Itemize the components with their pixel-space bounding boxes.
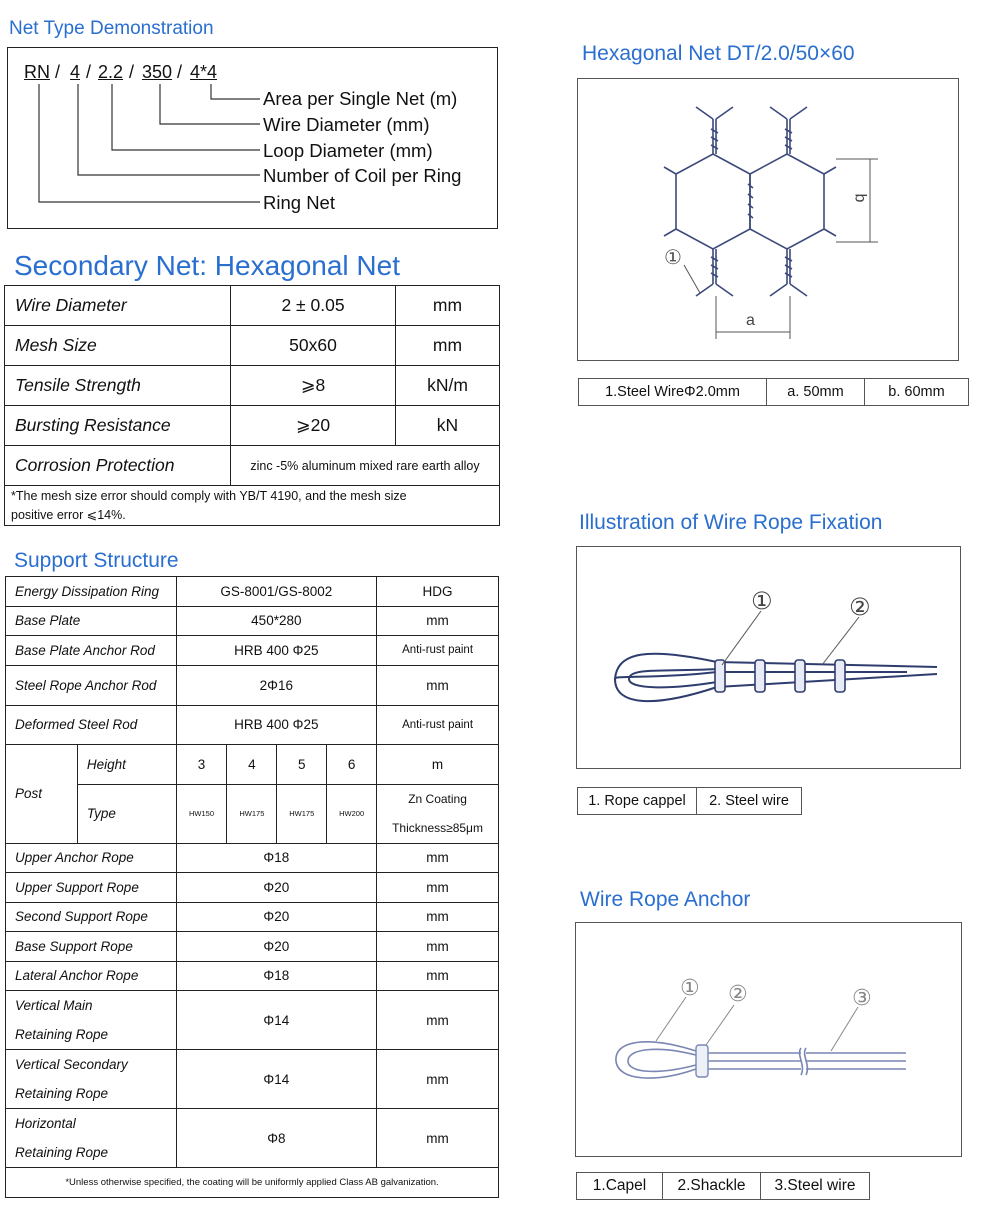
post-type: HW150: [176, 784, 227, 843]
support-label: [6, 1109, 177, 1168]
legend-loop: Loop Diameter (mm): [263, 140, 433, 161]
caption-cell: b. 60mm: [865, 379, 969, 406]
hex-diagram-frame: [577, 78, 959, 361]
support-label-line: Retaining Rope: [15, 1027, 109, 1042]
table-row: [5, 486, 500, 526]
support-unit: HDG: [377, 577, 499, 607]
mesh-note-line: *The mesh size error should comply with YB/T 4190, and the mesh size: [11, 488, 407, 503]
support-value: Φ14: [176, 1050, 377, 1109]
spec-unit: mm: [396, 326, 500, 366]
support-unit: mm: [377, 1109, 499, 1168]
code-wire: 350: [142, 62, 173, 82]
spec-unit: mm: [396, 286, 500, 326]
table-row: [6, 606, 499, 636]
fixation-frame: [576, 546, 961, 769]
anchor-marker-3: ③: [852, 985, 872, 1010]
support-label-line: Retaining Rope: [15, 1145, 109, 1160]
support-label: Energy Dissipation Ring: [6, 577, 177, 607]
post-type-unit: [377, 784, 499, 843]
support-value: Φ20: [176, 902, 377, 932]
table-row: [6, 1050, 499, 1109]
support-unit: mm: [377, 606, 499, 636]
table-row: [6, 784, 499, 843]
post-type-unit-line: Thickness≥85μm: [392, 820, 483, 835]
secondary-net-title: Secondary Net: Hexagonal Net: [14, 250, 400, 281]
table-row: [5, 406, 500, 446]
spec-value: zinc -5% aluminum mixed rare earth alloy: [231, 446, 500, 486]
caption-cell: 3.Steel wire: [761, 1173, 870, 1200]
support-value: Φ20: [176, 873, 377, 903]
table-row: [577, 1173, 870, 1200]
anchor-marker-1: ①: [680, 975, 700, 1000]
table-row: [6, 1109, 499, 1168]
table-row: [5, 446, 500, 486]
support-unit: mm: [377, 873, 499, 903]
spec-unit: kN: [396, 406, 500, 446]
support-value: Φ8: [176, 1109, 377, 1168]
net-type-leader-lines: [8, 48, 499, 230]
support-label-line: Vertical Main: [15, 998, 93, 1013]
support-value: 2Φ16: [176, 665, 377, 705]
spec-label: Bursting Resistance: [5, 406, 231, 446]
code-rn: RN: [24, 62, 50, 82]
table-row: [6, 932, 499, 962]
table-row: [6, 705, 499, 744]
support-value: HRB 400 Φ25: [176, 705, 377, 744]
table-row: [6, 873, 499, 903]
support-value: GS-8001/GS-8002: [176, 577, 377, 607]
fixation-caption-table: [577, 787, 802, 815]
table-row: [5, 286, 500, 326]
support-unit: Anti-rust paint: [377, 636, 499, 666]
spec-label: Wire Diameter: [5, 286, 231, 326]
fixation-title: Illustration of Wire Rope Fixation: [579, 511, 883, 534]
post-type: HW175: [227, 784, 277, 843]
support-value: Φ14: [176, 991, 377, 1050]
post-height: 5: [277, 744, 327, 784]
post-type-label: Type: [77, 784, 176, 843]
support-value: Φ20: [176, 932, 377, 962]
post-type-unit-line: Zn Coating: [408, 791, 467, 806]
table-row: [5, 326, 500, 366]
spec-value: 50x60: [231, 326, 396, 366]
code-slash: /: [129, 62, 135, 82]
post-type: HW175: [277, 784, 327, 843]
table-row: [6, 577, 499, 607]
table-row: [6, 744, 499, 784]
support-label: Lateral Anchor Rope: [6, 961, 177, 991]
hex-marker-1: ①: [664, 247, 682, 269]
support-label: [6, 1050, 177, 1109]
code-loop: 2.2: [98, 62, 124, 82]
support-value: Φ18: [176, 961, 377, 991]
support-unit: Anti-rust paint: [377, 705, 499, 744]
code-coil: 4: [70, 62, 81, 82]
support-footnote: *Unless otherwise specified, the coating will be uniformly applied Class AB galvanization.: [6, 1168, 499, 1198]
mesh-note: [5, 486, 500, 526]
anchor-caption-table: [576, 1172, 870, 1200]
support-label: Second Support Rope: [6, 902, 177, 932]
spec-value: ⩾8: [231, 366, 396, 406]
hex-dim-a: a: [746, 312, 755, 329]
spec-label: Corrosion Protection: [5, 446, 231, 486]
rope-anchor-drawing: [576, 923, 961, 1156]
support-label: Base Support Rope: [6, 932, 177, 962]
net-type-box: [7, 47, 498, 229]
legend-wire: Wire Diameter (mm): [263, 114, 430, 135]
table-row: [578, 788, 802, 815]
support-unit: mm: [377, 902, 499, 932]
table-row: [6, 961, 499, 991]
legend-coil: Number of Coil per Ring: [263, 165, 462, 186]
spec-label: Tensile Strength: [5, 366, 231, 406]
table-row: [6, 1168, 499, 1198]
support-table: [5, 576, 499, 1198]
anchor-frame: [575, 922, 962, 1157]
support-label-line: Retaining Rope: [15, 1086, 109, 1101]
post-height-label: Height: [77, 744, 176, 784]
post-height-unit: m: [377, 744, 499, 784]
code-slash: /: [55, 62, 61, 82]
support-label: Base Plate: [6, 606, 177, 636]
support-unit: mm: [377, 932, 499, 962]
caption-cell: 2.Shackle: [663, 1173, 761, 1200]
hex-dim-b: b: [851, 193, 869, 203]
support-value: 450*280: [176, 606, 377, 636]
fixation-marker-1: ①: [751, 588, 773, 615]
support-label: Steel Rope Anchor Rod: [6, 665, 177, 705]
mesh-note-line: positive error ⩽14%.: [11, 507, 126, 522]
caption-cell: a. 50mm: [767, 379, 865, 406]
post-height: 4: [227, 744, 277, 784]
spec-value: ⩾20: [231, 406, 396, 446]
support-label-line: Horizontal: [15, 1116, 76, 1131]
spec-value: 2 ± 0.05: [231, 286, 396, 326]
anchor-marker-2: ②: [728, 981, 748, 1006]
caption-cell: 1. Rope cappel: [578, 788, 697, 815]
code-area: 4*4: [190, 62, 218, 82]
hex-net-drawing: [578, 79, 958, 360]
support-label: Deformed Steel Rod: [6, 705, 177, 744]
code-slash: /: [177, 62, 183, 82]
support-unit: mm: [377, 991, 499, 1050]
anchor-title: Wire Rope Anchor: [580, 888, 751, 911]
post-type: HW200: [327, 784, 377, 843]
support-unit: mm: [377, 665, 499, 705]
post-height: 3: [176, 744, 227, 784]
legend-ring: Ring Net: [263, 192, 335, 213]
support-unit: mm: [377, 1050, 499, 1109]
secondary-net-table: [4, 285, 500, 526]
table-row: [5, 366, 500, 406]
caption-cell: 1.Steel WireΦ2.0mm: [579, 379, 767, 406]
support-unit: mm: [377, 961, 499, 991]
support-label: [6, 991, 177, 1050]
spec-label: Mesh Size: [5, 326, 231, 366]
support-label: Upper Anchor Rope: [6, 843, 177, 873]
support-title: Support Structure: [14, 549, 179, 572]
caption-cell: 2. Steel wire: [697, 788, 802, 815]
support-label-line: Vertical Secondary: [15, 1057, 128, 1072]
rope-fixation-drawing: [577, 547, 960, 768]
caption-cell: 1.Capel: [577, 1173, 663, 1200]
hex-caption-table: [578, 378, 969, 406]
table-row: [6, 636, 499, 666]
net-type-title: Net Type Demonstration: [9, 18, 214, 39]
support-label: Base Plate Anchor Rod: [6, 636, 177, 666]
table-row: [579, 379, 969, 406]
hex-diagram-title: Hexagonal Net DT/2.0/50×60: [582, 42, 855, 65]
table-row: [6, 843, 499, 873]
table-row: [6, 991, 499, 1050]
support-unit: mm: [377, 843, 499, 873]
legend-area: Area per Single Net (m): [263, 88, 458, 109]
support-value: Φ18: [176, 843, 377, 873]
table-row: [6, 665, 499, 705]
support-value: HRB 400 Φ25: [176, 636, 377, 666]
code-slash: /: [86, 62, 92, 82]
table-row: [6, 902, 499, 932]
fixation-marker-2: ②: [849, 594, 871, 621]
post-label: Post: [6, 744, 78, 843]
support-label: Upper Support Rope: [6, 873, 177, 903]
spec-unit: kN/m: [396, 366, 500, 406]
post-height: 6: [327, 744, 377, 784]
